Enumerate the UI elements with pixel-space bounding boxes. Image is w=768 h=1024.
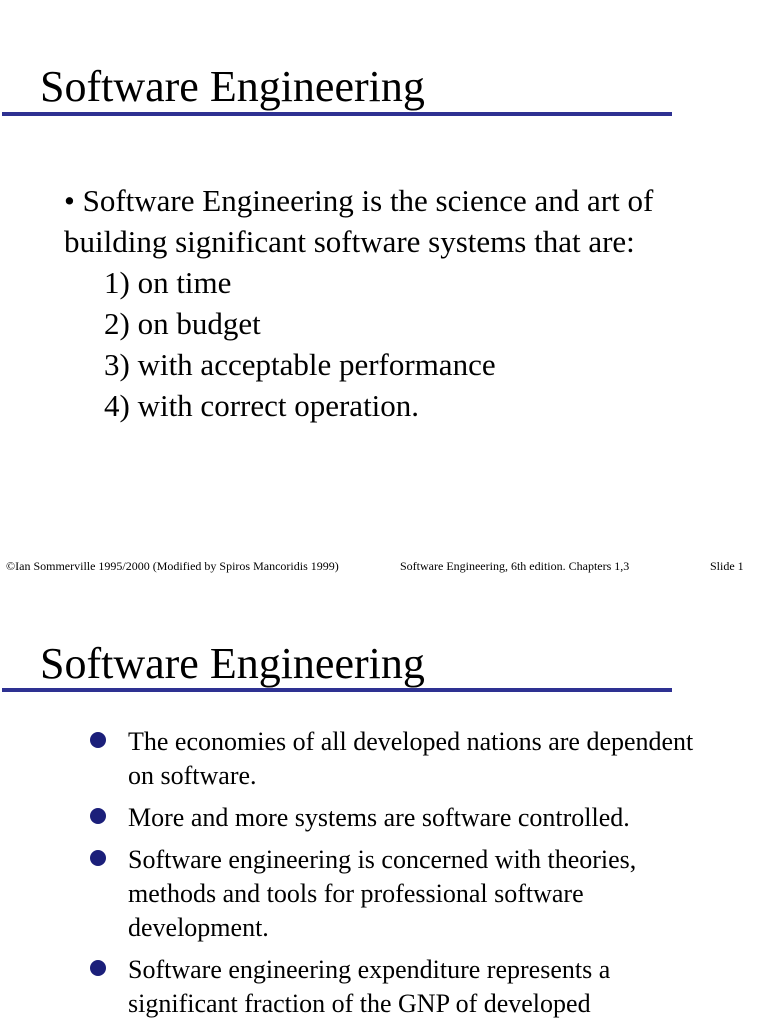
criteria-item: 1) on time: [104, 265, 232, 300]
bullet-item: [0, 953, 708, 1021]
criteria-item: 2) on budget: [104, 306, 261, 341]
bullet-item: [0, 801, 708, 835]
footer-copyright: ©Ian Sommerville 1995/2000 (Modified by Spiros Mancoridis 1999): [6, 559, 339, 573]
slide-2: [0, 588, 768, 1024]
bullet-dot-icon: [90, 732, 106, 748]
bullet-dot-icon: [90, 960, 106, 976]
slide-title: Software Engineering: [40, 62, 425, 111]
title-underline: [2, 112, 672, 116]
criteria-item: 4) with correct operation.: [104, 388, 420, 423]
definition-text: • Software Engineering is the science and art of building significant software systems that are:: [64, 183, 654, 259]
bullet-text: Software engineering is concerned with theories, methods and tools for professional software development.: [128, 845, 637, 942]
footer-book-title: Software Engineering, 6th edition. Chapters 1,3: [400, 559, 630, 573]
slide-body: [64, 180, 754, 426]
bullet-list: [0, 725, 768, 1024]
bullet-dot-icon: [90, 808, 106, 824]
slide-title: Software Engineering: [40, 639, 425, 688]
criteria-list: [64, 262, 754, 426]
bullet-item: [0, 725, 708, 793]
bullet-dot-icon: [90, 850, 106, 866]
title-underline: [2, 688, 672, 692]
bullet-text: More and more systems are software controlled.: [128, 803, 630, 832]
bullet-text: The economies of all developed nations are dependent on software.: [128, 727, 694, 790]
bullet-text: Software engineering expenditure represents a significant fraction of the GNP of developed: [128, 955, 611, 1018]
bullet-item: [0, 843, 708, 945]
footer-slide-number: Slide 1: [710, 559, 744, 573]
criteria-item: 3) with acceptable performance: [104, 347, 496, 382]
